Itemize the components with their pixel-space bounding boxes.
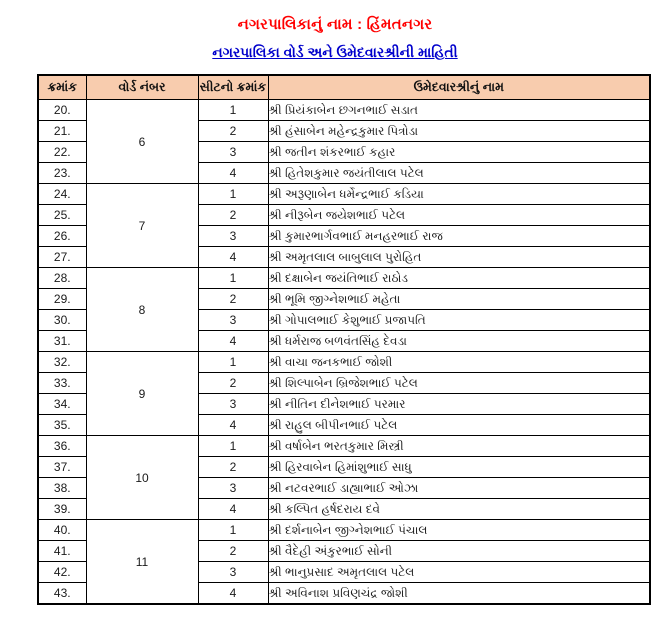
header-ward-number: વોર્ડ નંબર <box>86 75 198 100</box>
candidate-name-cell: શ્રી ગોપાલભાઈ કેશુભાઈ પ્રજાપતિ <box>268 310 650 331</box>
candidate-name-cell: શ્રી હિતેશકુમાર જયંતીલાલ પટેલ <box>268 163 650 184</box>
candidate-name-cell: શ્રી જતીન શંકરભાઈ કહાર <box>268 142 650 163</box>
ward-number-cell: 7 <box>86 184 198 268</box>
table-row <box>38 436 650 457</box>
serial-number-cell: 30. <box>38 310 86 331</box>
table-row <box>38 100 650 121</box>
candidate-name-cell: શ્રી રાહુલ બીપીનભાઈ પટેલ <box>268 415 650 436</box>
seat-number-cell: 2 <box>198 205 268 226</box>
candidate-name-cell: શ્રી કુમારભાર્ગવભાઈ મનહરભાઈ રાજ <box>268 226 650 247</box>
seat-number-cell: 1 <box>198 268 268 289</box>
serial-number-cell: 40. <box>38 520 86 541</box>
candidate-name-cell: શ્રી ધર્મરાજ બળવંતસિંહ દેવડા <box>268 331 650 352</box>
seat-number-cell: 4 <box>198 331 268 352</box>
candidate-name-cell: શ્રી નીરૂબેન જયેશભાઈ પટેલ <box>268 205 650 226</box>
candidate-name-cell: શ્રી નીતિન દીનેશભાઈ પરમાર <box>268 394 650 415</box>
ward-number-cell: 10 <box>86 436 198 520</box>
candidate-name-cell: શ્રી અમૃતલાલ બાબુલાલ પુરોહિત <box>268 247 650 268</box>
seat-number-cell: 2 <box>198 289 268 310</box>
serial-number-cell: 37. <box>38 457 86 478</box>
seat-number-cell: 2 <box>198 541 268 562</box>
seat-number-cell: 4 <box>198 415 268 436</box>
table-row <box>38 184 650 205</box>
serial-number-cell: 22. <box>38 142 86 163</box>
serial-number-cell: 28. <box>38 268 86 289</box>
serial-number-cell: 26. <box>38 226 86 247</box>
header-serial: ક્રમાંક <box>38 75 86 100</box>
table-row <box>38 352 650 373</box>
candidate-name-cell: શ્રી અરૂણાબેન ધર્મેન્દ્રભાઈ કડિયા <box>268 184 650 205</box>
serial-number-cell: 39. <box>38 499 86 520</box>
serial-number-cell: 34. <box>38 394 86 415</box>
candidate-table-body <box>38 100 650 605</box>
serial-number-cell: 24. <box>38 184 86 205</box>
seat-number-cell: 2 <box>198 373 268 394</box>
seat-number-cell: 3 <box>198 562 268 583</box>
seat-number-cell: 1 <box>198 100 268 121</box>
serial-number-cell: 27. <box>38 247 86 268</box>
seat-number-cell: 1 <box>198 436 268 457</box>
serial-number-cell: 32. <box>38 352 86 373</box>
seat-number-cell: 2 <box>198 121 268 142</box>
candidate-name-cell: શ્રી હંસાબેન મહેન્દ્રકુમાર પિત્રોડા <box>268 121 650 142</box>
candidate-table <box>37 74 651 605</box>
serial-number-cell: 43. <box>38 583 86 605</box>
header-candidate-name: ઉમેદવારશ્રીનું નામ <box>268 75 650 100</box>
seat-number-cell: 3 <box>198 310 268 331</box>
table-header-row <box>38 75 650 100</box>
seat-number-cell: 4 <box>198 247 268 268</box>
header-seat-number: સીટનો ક્રમાંક <box>198 75 268 100</box>
seat-number-cell: 3 <box>198 394 268 415</box>
candidate-name-cell: શ્રી નટવરભાઈ ડાહ્યાભાઈ ઓઝા <box>268 478 650 499</box>
seat-number-cell: 4 <box>198 163 268 184</box>
candidate-name-cell: શ્રી ભાનુપ્રસાદ અમૃતલાલ પટેલ <box>268 562 650 583</box>
serial-number-cell: 42. <box>38 562 86 583</box>
seat-number-cell: 1 <box>198 184 268 205</box>
candidate-name-cell: શ્રી શિલ્પાબેન બ્રિજેશભાઈ પટેલ <box>268 373 650 394</box>
serial-number-cell: 21. <box>38 121 86 142</box>
ward-number-cell: 9 <box>86 352 198 436</box>
candidate-name-cell: શ્રી દર્શનાબેન જીગ્નેશભાઈ પંચાલ <box>268 520 650 541</box>
candidate-name-cell: શ્રી પ્રિયંકાબેન છગનભાઈ સડાત <box>268 100 650 121</box>
seat-number-cell: 1 <box>198 520 268 541</box>
serial-number-cell: 36. <box>38 436 86 457</box>
serial-number-cell: 25. <box>38 205 86 226</box>
seat-number-cell: 3 <box>198 226 268 247</box>
candidate-name-cell: શ્રી કલ્પિત હર્ષદરાય દવે <box>268 499 650 520</box>
seat-number-cell: 4 <box>198 583 268 605</box>
page-title: નગરપાલિકાનું નામ : હિંમતનગર <box>237 16 433 33</box>
serial-number-cell: 23. <box>38 163 86 184</box>
candidate-name-cell: શ્રી હિરવાબેન હિમાંશુભાઈ સાધુ <box>268 457 650 478</box>
seat-number-cell: 3 <box>198 142 268 163</box>
candidate-name-cell: શ્રી દક્ષાબેન જયંતિભાઈ રાઠોડ <box>268 268 650 289</box>
table-row <box>38 268 650 289</box>
serial-number-cell: 31. <box>38 331 86 352</box>
serial-number-cell: 29. <box>38 289 86 310</box>
candidate-name-cell: શ્રી વાચા જનકભાઈ જોશી <box>268 352 650 373</box>
serial-number-cell: 20. <box>38 100 86 121</box>
seat-number-cell: 2 <box>198 457 268 478</box>
serial-number-cell: 38. <box>38 478 86 499</box>
seat-number-cell: 1 <box>198 352 268 373</box>
candidate-name-cell: શ્રી ભૂમિ જીગ્નેશભાઈ મહેતા <box>268 289 650 310</box>
candidate-name-cell: શ્રી વૈદેહી અંકુરભાઈ સોની <box>268 541 650 562</box>
serial-number-cell: 35. <box>38 415 86 436</box>
seat-number-cell: 4 <box>198 499 268 520</box>
ward-number-cell: 6 <box>86 100 198 184</box>
serial-number-cell: 41. <box>38 541 86 562</box>
page-subtitle: નગરપાલિકા વોર્ડ અને ઉમેદવારશ્રીની માહિતી <box>212 44 458 60</box>
ward-number-cell: 11 <box>86 520 198 605</box>
serial-number-cell: 33. <box>38 373 86 394</box>
ward-number-cell: 8 <box>86 268 198 352</box>
candidate-name-cell: શ્રી અવિનાશ પ્રવિણચંદ્ર જોશી <box>268 583 650 605</box>
seat-number-cell: 3 <box>198 478 268 499</box>
candidate-name-cell: શ્રી વર્ષાબેન ભરતકુમાર મિસ્ત્રી <box>268 436 650 457</box>
table-row <box>38 520 650 541</box>
